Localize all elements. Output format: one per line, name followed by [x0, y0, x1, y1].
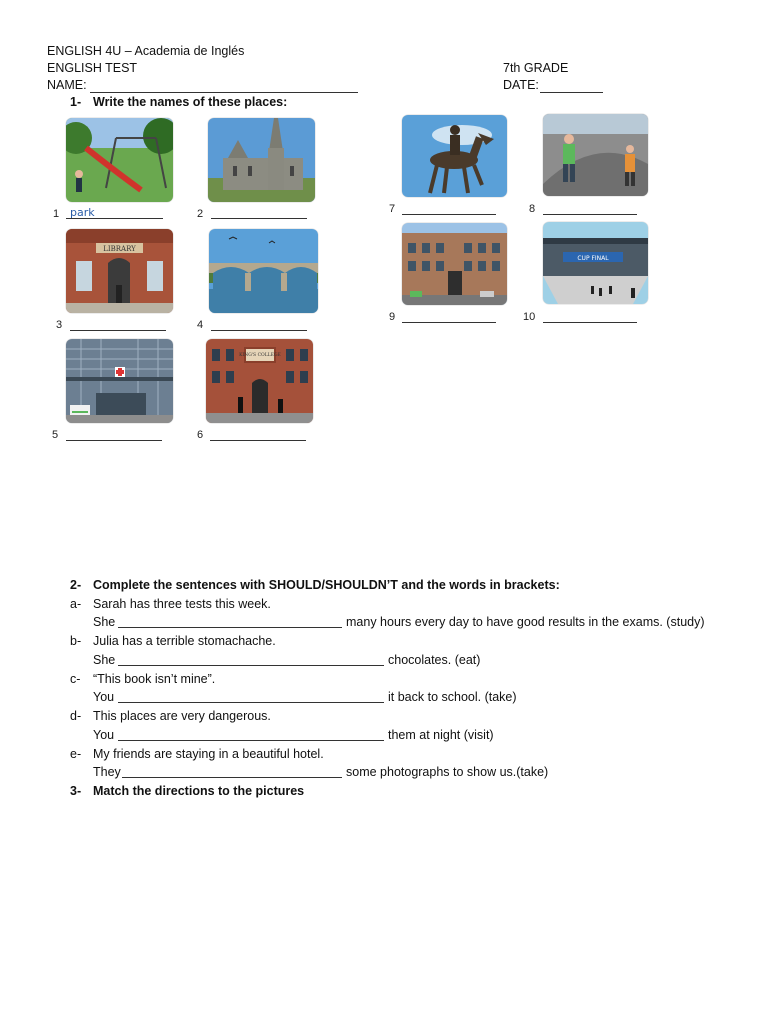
college-building-icon — [206, 339, 313, 423]
picture-5-hospital — [66, 339, 173, 423]
answer-field-d[interactable] — [118, 728, 384, 741]
picture-1-park — [66, 118, 173, 202]
item-letter-a: a- — [70, 597, 82, 611]
picture-7-statue — [402, 115, 507, 197]
picture-3-library — [66, 229, 173, 313]
answer-text-1: park — [70, 206, 95, 219]
item-number-10: 10 — [523, 311, 536, 323]
section2-title: Complete the sentences with SHOULD/SHOULDN’T and the words in brackets: — [93, 578, 560, 592]
section3-title: Match the directions to the pictures — [93, 784, 305, 798]
item-number-9: 9 — [389, 311, 396, 323]
item-subject-e: They — [93, 765, 121, 779]
name-field[interactable] — [90, 80, 358, 93]
item-prompt-b: Julia has a terrible stomachache. — [93, 634, 276, 648]
playground-swings-icon — [66, 118, 173, 202]
item-number-5: 5 — [52, 429, 59, 441]
answer-field-e[interactable] — [122, 765, 342, 778]
item-prompt-a: Sarah has three tests this week. — [93, 597, 271, 611]
answer-field-5[interactable] — [66, 428, 162, 441]
date-label: DATE: — [503, 78, 539, 92]
item-rest-c: it back to school. (take) — [388, 690, 517, 704]
picture-6-college — [206, 339, 313, 423]
answer-field-a[interactable] — [118, 615, 342, 628]
town-hall-icon — [402, 223, 507, 305]
item-subject-b: She — [93, 653, 116, 667]
section3-number: 3- — [70, 784, 82, 798]
section1-title: Write the names of these places: — [93, 95, 288, 109]
name-label: NAME: — [47, 78, 87, 92]
item-rest-e: some photographs to show us.(take) — [346, 765, 549, 779]
answer-field-8[interactable] — [543, 202, 637, 215]
answer-field-c[interactable] — [118, 690, 384, 703]
cathedral-icon — [208, 118, 315, 202]
section1-number: 1- — [70, 95, 82, 109]
picture-4-bridge — [209, 229, 318, 313]
college-sign: KING'S COLLEGE — [239, 353, 281, 358]
horse-statue-icon — [402, 115, 507, 197]
item-subject-d: You — [93, 728, 115, 742]
item-prompt-d: This places are very dangerous. — [93, 709, 271, 723]
answer-field-10[interactable] — [543, 310, 637, 323]
answer-field-b[interactable] — [118, 653, 384, 666]
library-sign: LIBRARY — [103, 245, 136, 253]
picture-8-skatepark — [543, 114, 648, 196]
item-letter-c: c- — [70, 672, 81, 686]
answer-field-2[interactable] — [211, 206, 307, 219]
item-rest-d: them at night (visit) — [388, 728, 494, 742]
item-number-7: 7 — [389, 203, 396, 215]
item-number-8: 8 — [529, 203, 536, 215]
item-rest-b: chocolates. (eat) — [388, 653, 481, 667]
picture-9-townhall — [402, 223, 507, 305]
item-prompt-e: My friends are staying in a beautiful hotel. — [93, 747, 324, 761]
date-field[interactable] — [540, 80, 603, 93]
library-building-icon — [66, 229, 173, 313]
item-subject-c: You — [93, 690, 115, 704]
answer-field-9[interactable] — [402, 310, 496, 323]
item-prompt-c: “This book isn’t mine”. — [93, 672, 216, 686]
skate-park-icon — [543, 114, 648, 196]
item-number-4: 4 — [197, 319, 204, 331]
item-letter-b: b- — [70, 634, 82, 648]
item-subject-a: She — [93, 615, 116, 629]
stadium-sign: CUP FINAL — [577, 255, 609, 262]
picture-10-stadium — [543, 222, 648, 304]
test-title: ENGLISH TEST — [47, 61, 138, 75]
hospital-building-icon — [66, 339, 173, 423]
school-name: ENGLISH 4U – Academia de Inglés — [47, 44, 245, 58]
item-rest-a: many hours every day to have good results in the exams. (study) — [346, 615, 705, 629]
answer-field-7[interactable] — [402, 202, 496, 215]
stone-bridge-icon — [209, 229, 318, 313]
item-number-3: 3 — [56, 319, 63, 331]
stadium-icon — [543, 222, 648, 304]
item-number-6: 6 — [197, 429, 204, 441]
answer-field-6[interactable] — [210, 428, 306, 441]
answer-field-3[interactable] — [70, 318, 166, 331]
item-letter-d: d- — [70, 709, 82, 723]
answer-field-4[interactable] — [211, 318, 307, 331]
picture-2-cathedral — [208, 118, 315, 202]
grade-label: 7th GRADE — [503, 61, 569, 75]
item-number-2: 2 — [197, 208, 204, 220]
section2-number: 2- — [70, 578, 82, 592]
item-number-1: 1 — [53, 208, 60, 220]
item-letter-e: e- — [70, 747, 82, 761]
